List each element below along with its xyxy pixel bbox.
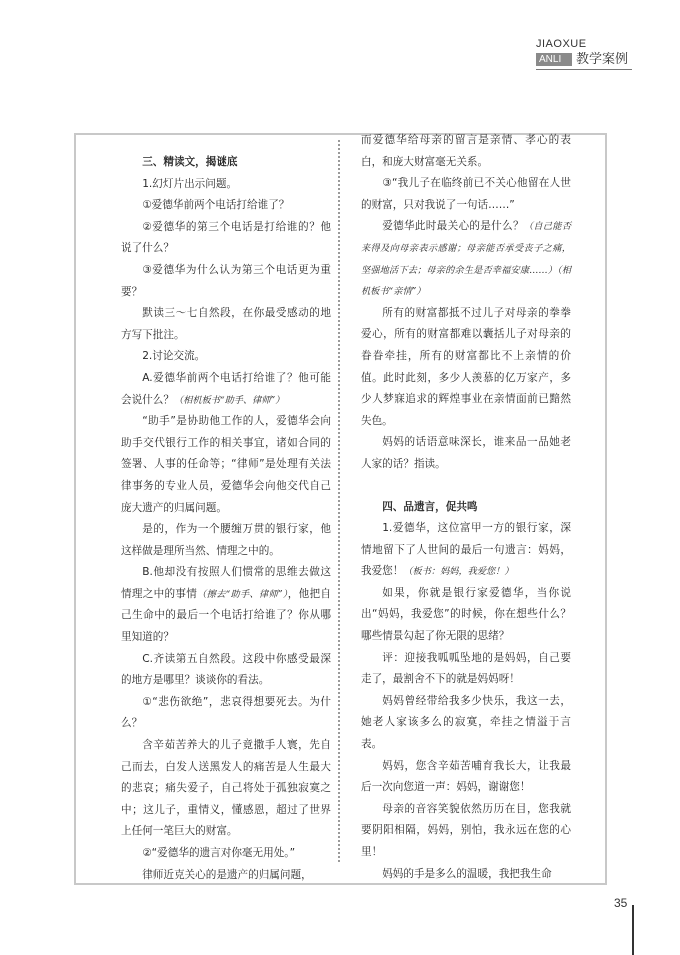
paragraph	[121, 692, 331, 735]
paragraph	[121, 260, 331, 303]
paragraph	[121, 843, 331, 865]
paragraph-text: 妈妈的手是多么的温暖，我把我生命	[382, 867, 552, 880]
paragraph	[361, 432, 571, 475]
paragraph	[121, 735, 331, 843]
paragraph	[361, 756, 571, 799]
paragraph-text: 母亲的音容笑貌依然历历在目，您我就要阴阳相隔，妈妈，别怕，我永远在您的心里！	[361, 802, 571, 858]
paragraph-text: 四、品遗言，促共鸣	[382, 500, 478, 513]
paragraph-text: ③“我儿子在临终前已不关心他留在人世的财富，只对我说了一句话……”	[361, 177, 571, 211]
paragraph-text: ②“爱德华的遗言对你毫无用处。”	[142, 847, 296, 859]
paragraph	[121, 303, 331, 346]
paragraph	[121, 411, 331, 519]
paragraph-text: 含辛茹苦养大的儿子竟撒手人寰，先自己而去，白发人送黑发人的痛苦是人生最大的悲哀；痛失爱子，自己将处于孤独寂寞之中；这儿子，重情义，懂感恩，超过了世界上任何一笔巨大的财富。	[121, 739, 331, 838]
paragraph-text: 2.讨论交流。	[142, 350, 206, 363]
paragraph-text: 爱德华此时最关心的是什么？	[382, 220, 524, 233]
paragraph-text: 妈妈曾经带给我多少快乐，我这一去，她老人家该多么的寂寞，牵挂之情溢于言表。	[361, 694, 571, 751]
paragraph	[121, 346, 331, 368]
paragraph	[361, 583, 571, 648]
left-column	[121, 152, 331, 886]
section-heading	[361, 497, 571, 519]
blackboard-note: （相机板书“助手、律师”）	[173, 394, 285, 406]
paragraph-text: 妈妈，您含辛茹苦哺育我长大，让我最后一次向您道一声：妈妈，谢谢您！	[361, 759, 571, 794]
paragraph-text: 1.爱德华，这位富甲一方的银行家，深情地留下了人世间的最后一句遗言：妈妈，我爱您！	[361, 522, 571, 578]
blackboard-note: （擦去“助手、律师”）	[197, 588, 288, 600]
paragraph-text: 而爱德华给母亲的留言是亲情、孝心的表白，和庞大财富毫无关系。	[361, 134, 571, 168]
paragraph	[361, 799, 571, 864]
paragraph	[361, 864, 571, 886]
paragraph	[121, 562, 331, 648]
paragraph-text: 1.幻灯片出示问题。	[142, 177, 238, 190]
paragraph-text: 是的，作为一个腰缠万贯的银行家，他这样做是理所当然、情理之中的。	[121, 523, 331, 557]
paragraph	[121, 217, 331, 260]
paragraph	[121, 865, 331, 887]
paragraph	[361, 648, 571, 691]
header-rule	[536, 69, 632, 70]
paragraph-text: 三、精读文，揭谜底	[142, 156, 238, 168]
paragraph-text: 评：迎接我呱呱坠地的是妈妈，自己要走了，最割舍不下的就是妈妈呀！	[361, 651, 571, 686]
paragraph-text-tail: ，他把自己生命中的最后一个电话打给谁了？你从哪里知道的？	[121, 587, 332, 644]
header-tag: ANLI	[536, 53, 572, 66]
paragraph	[361, 518, 571, 583]
paragraph-text: “助手”是协助他工作的人，爱德华会向助手交代银行工作的相关事宜，诸如合同的签署、人事的任命等；“律师”是处理有关法律事务的专业人员，爱德华会向他交代自己庞大遗产的归属问题。	[121, 415, 331, 514]
page-number-bar	[632, 905, 634, 955]
paragraph-text: 妈妈的话语意味深长，谁来品一品她老人家的话？指读。	[361, 436, 571, 470]
page-number: 35	[614, 896, 628, 910]
section-heading	[121, 152, 331, 174]
paragraph-text: 默读三～七自然段，在你最受感动的地方写下批注。	[121, 307, 331, 341]
paragraph	[121, 649, 331, 692]
paragraph-text: ①爱德华前两个电话打给谁了？	[142, 199, 290, 212]
paragraph-gap	[361, 476, 571, 497]
paragraph-text: B.他却没有按照人们惯常的思维去做这情理之中的事情	[121, 566, 331, 600]
blackboard-note: （自己能否来得及向母亲表示感谢；母亲能否承受丧子之痛，坚强地活下去；母亲的余生是否幸福安康……）（相机板书“亲情”）	[361, 221, 572, 298]
paragraph	[361, 130, 571, 173]
paragraph-text: ②爱德华的第三个电话是打给谁的？他说了什么？	[121, 220, 331, 255]
paragraph-text: A.爱德华前两个电话打给谁了？他可能会说什么？	[121, 371, 331, 406]
paragraph-text: 律师近克关心的是遗产的归属问题，	[142, 868, 312, 881]
paragraph	[361, 173, 571, 216]
paragraph-text: 所有的财富都抵不过儿子对母亲的拳拳爱心，所有的财富都难以囊括儿子对母亲的眷眷牵挂，所有的财富都比不上亲情的价值。此时此刻，多少人羡慕的亿万家产，多少人梦寐追求的辉煌事业在亲情面前已黯然失色。	[361, 306, 571, 427]
paragraph	[121, 174, 331, 196]
header-section-title: 教学案例	[576, 52, 629, 67]
header-brand: JIAOXUE	[536, 38, 587, 50]
paragraph	[361, 303, 571, 433]
paragraph	[361, 216, 571, 302]
paragraph-text: ③爱德华为什么认为第三个电话更为重要？	[121, 263, 331, 298]
paragraph	[121, 368, 331, 411]
paragraph	[361, 691, 571, 756]
paragraph-text: 如果，你就是银行家爱德华，当你说出“妈妈，我爱您”的时候，你在想些什么？哪些情景勾起了你无限的思绪？	[361, 586, 571, 643]
paragraph-text: C.齐读第五自然段。这段中你感受最深的地方是哪里？谈谈你的看法。	[121, 652, 331, 687]
right-column	[361, 130, 571, 885]
column-divider	[338, 140, 340, 862]
paragraph	[121, 519, 331, 562]
paragraph-text: ①“悲伤欲绝”，悲哀得想要死去。为什么？	[121, 695, 331, 730]
blackboard-note: （板书：妈妈，我爱您！）	[403, 566, 514, 578]
paragraph	[121, 195, 331, 217]
